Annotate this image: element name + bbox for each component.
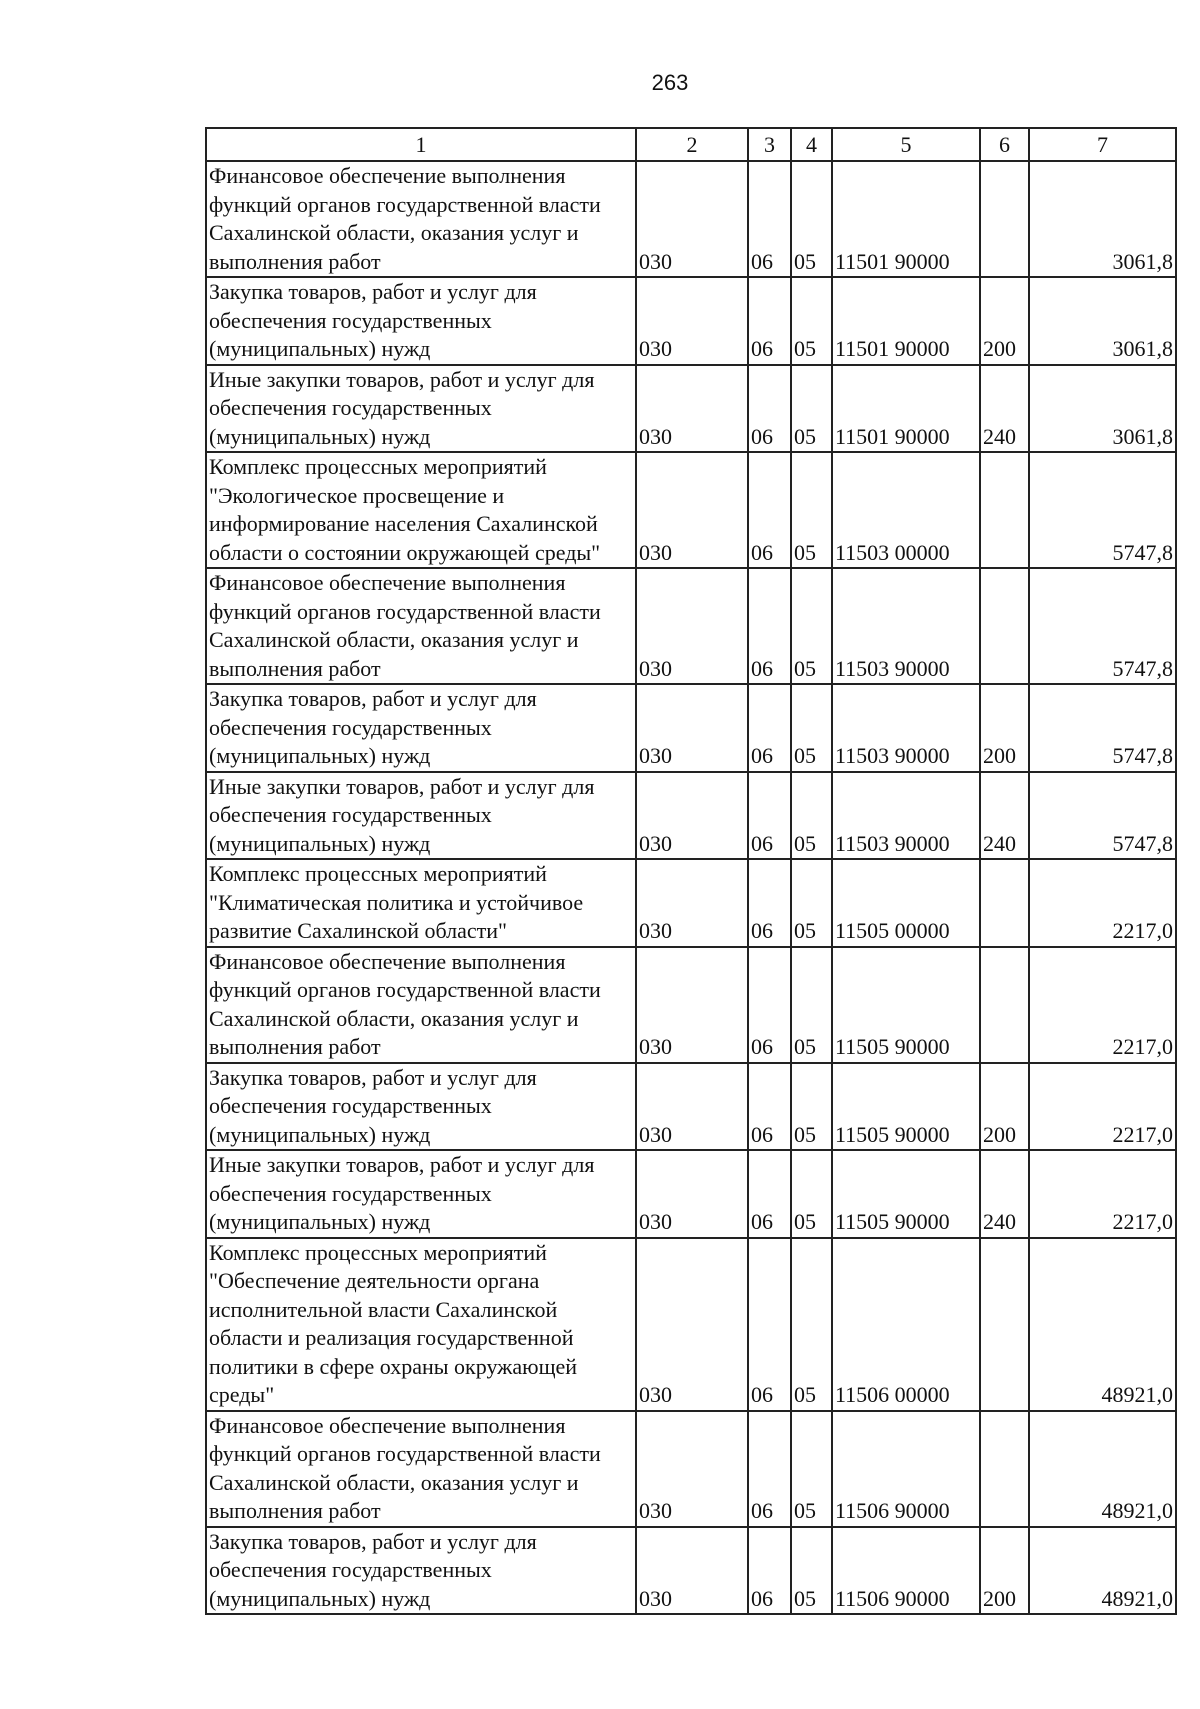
- row-admin-code: 030: [636, 947, 748, 1063]
- row-amount: 5747,8: [1029, 684, 1176, 772]
- row-admin-code: 030: [636, 277, 748, 365]
- row-expense-type: [980, 161, 1029, 277]
- row-target-article: 11503 90000: [832, 772, 980, 860]
- table-row: [206, 684, 1176, 772]
- row-section: 06: [748, 1063, 791, 1151]
- row-amount: 5747,8: [1029, 772, 1176, 860]
- row-target-article: 11501 90000: [832, 161, 980, 277]
- row-expense-type: [980, 859, 1029, 947]
- row-target-article: 11506 90000: [832, 1527, 980, 1615]
- page-number: 263: [651, 70, 689, 95]
- row-section: 06: [748, 365, 791, 453]
- row-target-article: 11506 90000: [832, 1411, 980, 1527]
- row-name: Финансовое обеспечение выполнения функций органов государственной власти Сахалинской области, оказания услуг и выполнения работ: [206, 568, 636, 684]
- column-header-7: 7: [1029, 128, 1176, 161]
- row-name: Комплекс процессных мероприятий "Климатическая политика и устойчивое развитие Сахалинской области": [206, 859, 636, 947]
- table-row: [206, 772, 1176, 860]
- table-row: [206, 161, 1176, 277]
- row-target-article: 11503 90000: [832, 684, 980, 772]
- row-section: 06: [748, 1411, 791, 1527]
- row-subsection: 05: [791, 568, 832, 684]
- table-row: [206, 452, 1176, 568]
- header-row: [206, 128, 1176, 161]
- row-section: 06: [748, 1527, 791, 1615]
- table-row: [206, 1238, 1176, 1411]
- row-subsection: 05: [791, 1063, 832, 1151]
- row-amount: 48921,0: [1029, 1411, 1176, 1527]
- row-amount: 48921,0: [1029, 1238, 1176, 1411]
- row-target-article: 11505 90000: [832, 1063, 980, 1151]
- row-admin-code: 030: [636, 365, 748, 453]
- row-name: Закупка товаров, работ и услуг для обеспечения государственных (муниципальных) нужд: [206, 277, 636, 365]
- table-header: [206, 128, 1176, 161]
- row-admin-code: 030: [636, 1150, 748, 1238]
- row-admin-code: 030: [636, 452, 748, 568]
- row-name: Иные закупки товаров, работ и услуг для обеспечения государственных (муниципальных) нужд: [206, 772, 636, 860]
- row-subsection: 05: [791, 365, 832, 453]
- row-expense-type: 240: [980, 1150, 1029, 1238]
- budget-table: [205, 127, 1177, 1615]
- table-row: [206, 568, 1176, 684]
- row-amount: 3061,8: [1029, 277, 1176, 365]
- row-target-article: 11503 00000: [832, 452, 980, 568]
- row-name: Закупка товаров, работ и услуг для обеспечения государственных (муниципальных) нужд: [206, 1527, 636, 1615]
- row-admin-code: 030: [636, 1411, 748, 1527]
- row-name: Иные закупки товаров, работ и услуг для обеспечения государственных (муниципальных) нужд: [206, 1150, 636, 1238]
- row-target-article: 11505 90000: [832, 947, 980, 1063]
- table-row: [206, 859, 1176, 947]
- row-expense-type: [980, 452, 1029, 568]
- row-name: Закупка товаров, работ и услуг для обеспечения государственных (муниципальных) нужд: [206, 684, 636, 772]
- row-admin-code: 030: [636, 859, 748, 947]
- row-admin-code: 030: [636, 1527, 748, 1615]
- row-amount: 2217,0: [1029, 859, 1176, 947]
- row-admin-code: 030: [636, 684, 748, 772]
- row-name: Комплекс процессных мероприятий "Обеспечение деятельности органа исполнительной власти Сахалинской области и реализация государственной политики в сфере охраны окружающей среды": [206, 1238, 636, 1411]
- row-section: 06: [748, 772, 791, 860]
- row-section: 06: [748, 568, 791, 684]
- row-expense-type: [980, 1411, 1029, 1527]
- row-target-article: 11503 90000: [832, 568, 980, 684]
- column-header-1: 1: [206, 128, 636, 161]
- table-row: [206, 1150, 1176, 1238]
- row-subsection: 05: [791, 1150, 832, 1238]
- row-name: Закупка товаров, работ и услуг для обеспечения государственных (муниципальных) нужд: [206, 1063, 636, 1151]
- row-name: Финансовое обеспечение выполнения функций органов государственной власти Сахалинской области, оказания услуг и выполнения работ: [206, 1411, 636, 1527]
- row-name: Иные закупки товаров, работ и услуг для обеспечения государственных (муниципальных) нужд: [206, 365, 636, 453]
- row-admin-code: 030: [636, 1238, 748, 1411]
- row-subsection: 05: [791, 1238, 832, 1411]
- column-header-3: 3: [748, 128, 791, 161]
- row-amount: 3061,8: [1029, 365, 1176, 453]
- row-subsection: 05: [791, 859, 832, 947]
- row-subsection: 05: [791, 1527, 832, 1615]
- row-expense-type: 240: [980, 365, 1029, 453]
- row-admin-code: 030: [636, 772, 748, 860]
- table-row: [206, 1063, 1176, 1151]
- row-admin-code: 030: [636, 568, 748, 684]
- row-name: Финансовое обеспечение выполнения функций органов государственной власти Сахалинской области, оказания услуг и выполнения работ: [206, 947, 636, 1063]
- table-body: [206, 161, 1176, 1614]
- row-section: 06: [748, 859, 791, 947]
- row-admin-code: 030: [636, 1063, 748, 1151]
- table-row: [206, 1411, 1176, 1527]
- row-expense-type: 200: [980, 1527, 1029, 1615]
- row-section: 06: [748, 277, 791, 365]
- column-header-4: 4: [791, 128, 832, 161]
- row-name: Комплекс процессных мероприятий "Экологическое просвещение и информирование населения Сахалинской области о состоянии окружающей среды": [206, 452, 636, 568]
- row-target-article: 11506 00000: [832, 1238, 980, 1411]
- row-section: 06: [748, 684, 791, 772]
- row-amount: 2217,0: [1029, 1063, 1176, 1151]
- row-expense-type: [980, 947, 1029, 1063]
- table-row: [206, 277, 1176, 365]
- row-section: 06: [748, 1150, 791, 1238]
- row-expense-type: [980, 568, 1029, 684]
- row-amount: 2217,0: [1029, 1150, 1176, 1238]
- column-header-6: 6: [980, 128, 1029, 161]
- row-section: 06: [748, 452, 791, 568]
- row-section: 06: [748, 1238, 791, 1411]
- row-name: Финансовое обеспечение выполнения функций органов государственной власти Сахалинской области, оказания услуг и выполнения работ: [206, 161, 636, 277]
- table-row: [206, 1527, 1176, 1615]
- row-expense-type: 200: [980, 277, 1029, 365]
- row-section: 06: [748, 947, 791, 1063]
- row-subsection: 05: [791, 452, 832, 568]
- table-row: [206, 947, 1176, 1063]
- row-subsection: 05: [791, 947, 832, 1063]
- row-target-article: 11501 90000: [832, 277, 980, 365]
- row-subsection: 05: [791, 161, 832, 277]
- row-amount: 48921,0: [1029, 1527, 1176, 1615]
- row-amount: 5747,8: [1029, 452, 1176, 568]
- column-header-2: 2: [636, 128, 748, 161]
- row-subsection: 05: [791, 1411, 832, 1527]
- row-amount: 5747,8: [1029, 568, 1176, 684]
- row-expense-type: 200: [980, 1063, 1029, 1151]
- row-section: 06: [748, 161, 791, 277]
- row-amount: 2217,0: [1029, 947, 1176, 1063]
- row-subsection: 05: [791, 684, 832, 772]
- table-row: [206, 365, 1176, 453]
- row-amount: 3061,8: [1029, 161, 1176, 277]
- row-expense-type: 240: [980, 772, 1029, 860]
- row-subsection: 05: [791, 277, 832, 365]
- row-target-article: 11505 00000: [832, 859, 980, 947]
- column-header-5: 5: [832, 128, 980, 161]
- row-target-article: 11501 90000: [832, 365, 980, 453]
- row-target-article: 11505 90000: [832, 1150, 980, 1238]
- row-admin-code: 030: [636, 161, 748, 277]
- row-expense-type: 200: [980, 684, 1029, 772]
- row-expense-type: [980, 1238, 1029, 1411]
- row-subsection: 05: [791, 772, 832, 860]
